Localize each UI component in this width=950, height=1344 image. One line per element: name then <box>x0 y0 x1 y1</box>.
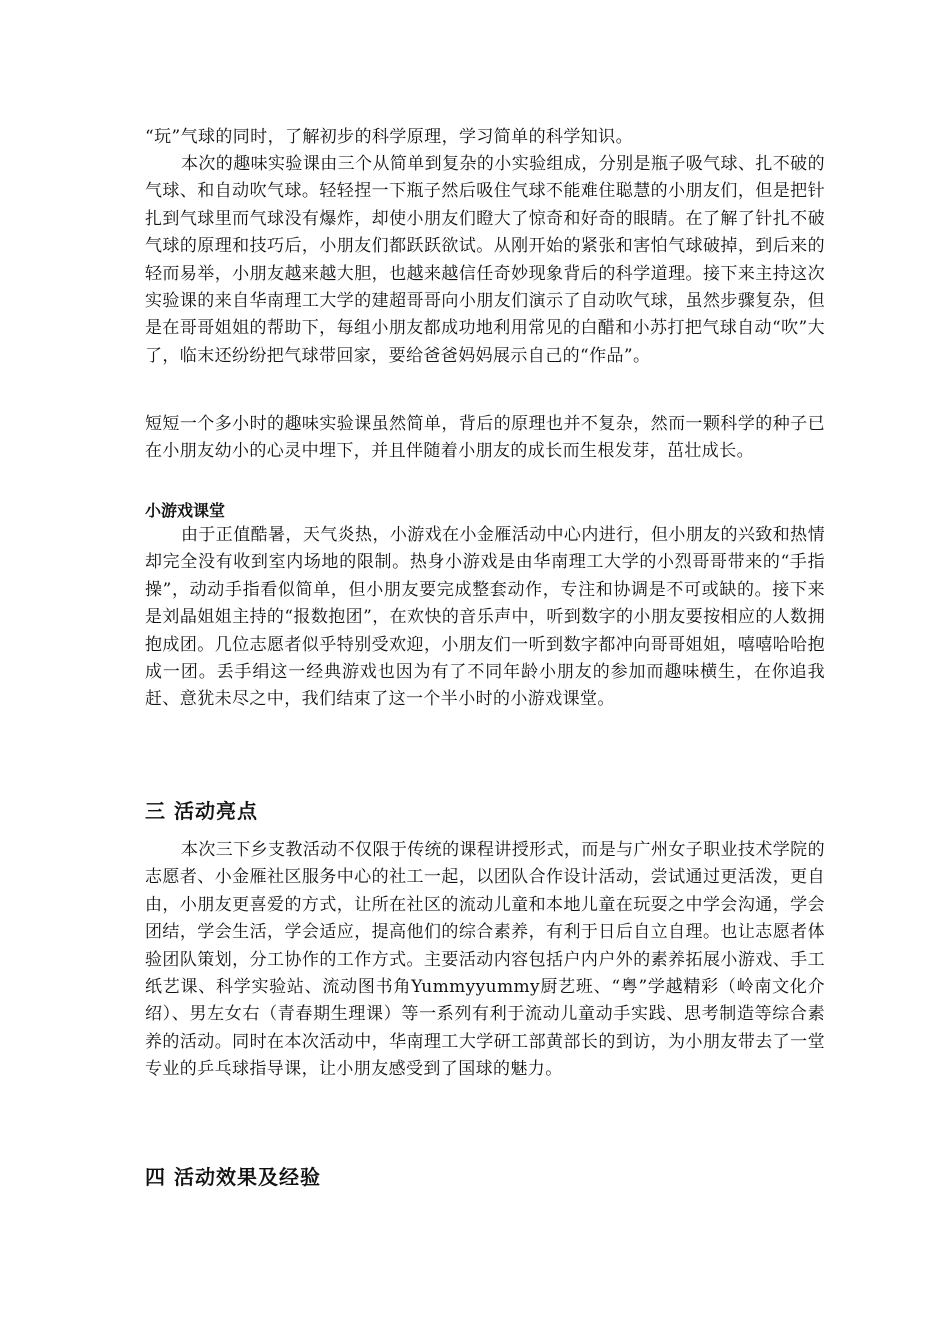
paragraph-mini-games: 由于正值酷暑，天气炎热，小游戏在小金雁活动中心内进行，但小朋友的兴致和热情却完全没有收到室内场地的限制。热身小游戏是由华南理工大学的小烈哥哥带来的“手指操”，动动手指看似简单，但小朋友要完成整套动作，专注和协调是不可或缺的。接下来是刘晶姐姐主持的“报数抱团”，在欢快的音乐声中，听到数字的小朋友要按相应的人数拥抱成团。几位志愿者似乎特别受欢迎，小朋友们一听到数字都冲向哥哥姐姐，嘻嘻哈哈抱成一团。丢手绢这一经典游戏也因为有了不同年龄小朋友的参加而趣味横生，在你追我赶、意犹未尽之中，我们结束了这一个半小时的小游戏课堂。 <box>145 525 825 710</box>
paragraph-highlights: 本次三下乡支教活动不仅限于传统的课程讲授形式，而是与广州女子职业技术学院的志愿者、小金雁社区服务中心的社工一起，以团队合作设计活动，尝试通过更活泼，更自由，小朋友更喜爱的方式，让所在社区的流动儿童和本地儿童在玩耍之中学会沟通，学会团结，学会生活，学会适应，提高他们的综合素养，有利于日后自立自理。也让志愿者体验团队策划，分工协作的工作方式。主要活动内容包括户内户外的素养拓展小游戏、手工纸艺课、科学实验站、流动图书角Yummyyummy厨艺班、“粤”学越精彩（岭南文化介绍）、男左女右（青春期生理课）等一系列有利于流动儿童动手实践、思考制造等综合素养的活动。同时在本次活动中，华南理工大学研工部黄部长的到访，为小朋友带去了一堂专业的乒乓球指导课，让小朋友感受到了国球的魅力。 <box>145 840 825 1080</box>
paragraph-experiment-summary: 短短一个多小时的趣味实验课虽然简单，背后的原理也并不复杂，然而一颗科学的种子已在小朋友幼小的心灵中埋下，并且伴随着小朋友的成长而生根发芽，茁壮成长。 <box>145 414 825 462</box>
section-heading-results: 四 活动效果及经验 <box>145 1165 321 1189</box>
section-heading-highlights: 三 活动亮点 <box>145 799 258 823</box>
paragraph-balloon-intro: “玩”气球的同时，了解初步的科学原理，学习简单的科学知识。 <box>145 127 633 147</box>
paragraph-experiment-class: 本次的趣味实验课由三个从简单到复杂的小实验组成，分别是瓶子吸气球、扎不破的气球、和自动吹气球。轻轻捏一下瓶子然后吸住气球不能难住聪慧的小朋友们，但是把针扎到气球里而气球没有爆炸，却使小朋友们瞪大了惊奇和好奇的眼睛。在了解了针扎不破气球的原理和技巧后，小朋友们都跃跃欲试。从刚开始的紧张和害怕气球破掉，到后来的轻而易举，小朋友越来越大胆，也越来越信任奇妙现象背后的科学道理。接下来主持这次实验课的来自华南理工大学的建超哥哥向小朋友们演示了自动吹气球，虽然步骤复杂，但是在哥哥姐姐的帮助下，每组小朋友都成功地利用常见的白醋和小苏打把气球自动“吹”大了，临末还纷纷把气球带回家，要给爸爸妈妈展示自己的“作品”。 <box>145 154 825 366</box>
subheading-mini-games: 小游戏课堂 <box>145 501 226 520</box>
